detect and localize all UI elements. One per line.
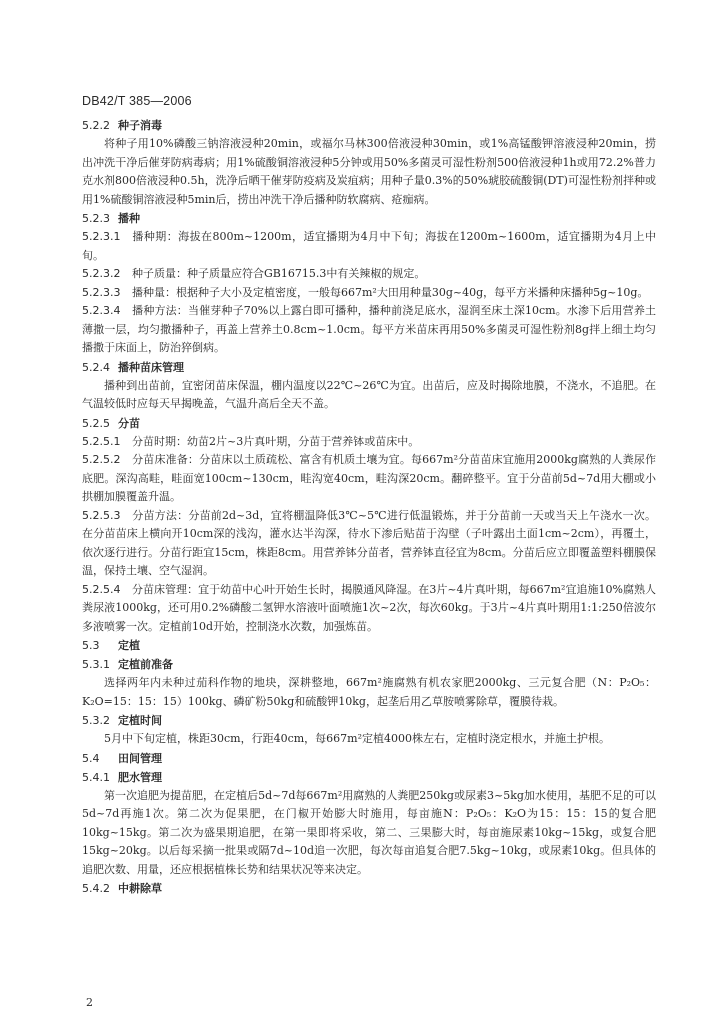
section-title: 肥水管理 [118,770,162,784]
clause-number: 5.2.5.1 [82,434,121,448]
section-number: 5.2.3 [82,212,110,225]
document-code: DB42/T 385—2006 [82,94,192,108]
paragraph-fertilizer-water-management: 第一次追肥为提苗肥，在定植后5d~7d每667m²用腐熟的人粪肥250kg或尿素3~5kg加水使用，基肥不足的可以5d~7d再施1次。第二次为促果肥，在门椒开始膨大时施用，每亩施N：P₂O₅：K₂O为15：15：15的复合肥10kg~15kg。第二次为盛果期追肥，在第一果即将采收，第二、三果膨大时，每亩施尿素10kg~15kg，或复合肥15kg~20kg。以后每采摘一批果或隔7d~10d追一次肥，每次每亩追复合肥7.5kg~10kg，或尿素10kg。但具体的追肥次数、用量，还应根据植株长势和结果状况等来决定。 [82,788,656,876]
clause-text: 分苗时期：幼苗2片~3片真叶期，分苗于营养钵或苗床中。 [132,434,420,448]
section-title: 种子消毒 [118,119,162,132]
section-title: 定植时间 [118,714,162,727]
clause-5-2-5-2 [82,451,656,507]
section-heading-5-2-2 [82,116,656,135]
section-title: 播种 [118,212,140,225]
clause-5-2-5-4 [82,581,656,637]
clause-number: 5.2.5.4 [82,582,121,596]
page-number: 2 [86,996,93,1009]
section-number: 5.3.2 [82,714,110,727]
section-heading-5-3-2 [82,711,656,730]
clause-text: 分苗床准备：分苗床以土质疏松、富含有机质土壤为宜。每667m²分苗苗床宜施用2000kg腐熟的人粪尿作底肥。深沟高畦，畦面宽100cm~130cm，畦沟宽40cm，畦沟深20cm。翻碎整平。宜于分苗前5d~7d用大棚或小拱棚加膜覆盖升温。 [82,453,656,503]
section-heading-5-3 [82,636,656,655]
clause-5-2-3-2 [82,265,656,284]
document-body [82,116,656,898]
clause-number: 5.2.3.2 [82,267,121,280]
clause-5-2-5-1 [82,433,656,452]
clause-5-2-3-3 [82,284,656,303]
clause-5-2-5-3 [82,507,656,581]
section-number: 5.2.2 [82,119,110,132]
clause-number: 5.2.3.1 [82,230,121,243]
section-number: 5.4.2 [82,882,110,895]
section-number: 5.3 [82,639,100,652]
section-title: 定植前准备 [118,658,173,671]
paragraph-planting-time: 5月中下旬定植，株距30cm，行距40cm，每667m²定植4000株左右，定植时浇定根水，并施土护根。 [104,732,611,745]
clause-text: 播种方法：当催芽种子70%以上露白即可播种，播种前浇足底水，湿润至床土深10cm。水渗下后用营养土薄撒一层，均匀撒播种子，再盖上营养土0.8cm~1.0cm。每平方米苗床再用50%多菌灵可湿性粉剂8g拌上细土均匀播撒于床面上，防治猝倒病。 [82,304,656,354]
clause-number: 5.2.5.2 [82,453,121,466]
section-heading-5-2-5 [82,414,656,433]
section-number: 5.2.5 [82,416,110,430]
paragraph-seedbed-management: 播种到出苗前，宜密闭苗床保温，棚内温度以22℃~26℃为宜。出苗后，应及时揭除地膜，不浇水，不追肥。在气温较低时应每天早揭晚盖，气温升高后全天不盖。 [82,378,656,410]
clause-text: 分苗方法：分苗前2d~3d，宜将棚温降低3℃~5℃进行低温锻炼，并于分苗前一天或当天上午浇水一次。在分苗苗床上横向开10cm深的浅沟，灌水达半沟深，待水下渗后贴苗于沟壁（子叶露出土面1cm~2cm），再覆土，依次逐行进行。分苗行距宜15cm，株距8cm。用营养钵分苗者，营养钵直径宜为8cm。分苗后应立即覆盖塑料棚膜保温，保持土壤、空气湿润。 [82,508,656,577]
section-title: 播种苗床管理 [118,360,184,374]
section-heading-5-4-1 [82,768,656,787]
section-number: 5.3.1 [82,658,110,671]
clause-number: 5.2.3.3 [82,285,121,299]
clause-number: 5.2.3.4 [82,304,121,317]
section-number: 5.4.1 [82,770,110,784]
section-heading-5-2-4 [82,358,656,377]
section-heading-5-2-3 [82,209,656,228]
clause-number: 5.2.5.3 [82,508,121,522]
paragraph-pre-planting-preparation: 选择两年内未种过茄科作物的地块，深耕整地，667m²施腐熟有机农家肥2000kg、三元复合肥（N：P₂O₅：K₂O=15：15：15）100kg、磷矿粉50kg和硫酸钾10kg，起垄后用乙草胺喷雾除草，覆膜待栽。 [82,676,656,708]
section-title: 定植 [118,639,140,652]
section-heading-5-4-2 [82,879,656,898]
clause-text: 分苗床管理：宜于幼苗中心叶开始生长时，揭膜通风降湿。在3片~4片真叶期，每667m²宜追施10%腐熟人粪尿液1000kg，还可用0.2%磷酸二氢钾水溶液叶面喷施1次~2次，每次60kg。于3片~4片真叶期用1:1:250倍波尔多液喷雾一次。定植前10d开始，控制浇水次数，加强炼苗。 [82,582,656,633]
section-title: 中耕除草 [118,882,162,895]
clause-5-2-3-1 [82,228,656,265]
clause-text: 播种期：海拔在800m~1200m，适宜播期为4月中下旬；海拔在1200m~1600m，适宜播期为4月上中旬。 [82,230,656,262]
clause-text: 种子质量：种子质量应符合GB16715.3中有关辣椒的规定。 [132,267,426,280]
clause-5-2-3-4 [82,302,656,358]
section-title: 分苗 [118,416,140,430]
section-number: 5.2.4 [82,360,110,374]
section-title: 田间管理 [118,751,162,765]
clause-text: 播种量：根据种子大小及定植密度，一般每667m²大田用种量30g~40g，每平方米播种床播种5g~10g。 [132,285,649,299]
section-number: 5.4 [82,751,100,765]
paragraph-seed-disinfection: 将种子用10%磷酸三钠溶液浸种20min，或福尔马林300倍液浸种30min，或1%高锰酸钾溶液浸种20min，捞出冲洗干净后催芽防病毒病；用1%硫酸铜溶液浸种5分钟或用50%多菌灵可湿性粉剂500倍液浸种1h或用72.2%普力克水剂800倍液浸种0.5h，洗净后晒干催芽防疫病及炭疽病；用种子量0.3%的50%琥胶硫酸铜(DT)可湿性粉剂拌种或用1%硫酸铜溶液浸种5min后，捞出冲洗干净后播种防软腐病、疮痂病。 [82,137,656,206]
section-heading-5-3-1 [82,655,656,674]
section-heading-5-4 [82,749,656,768]
